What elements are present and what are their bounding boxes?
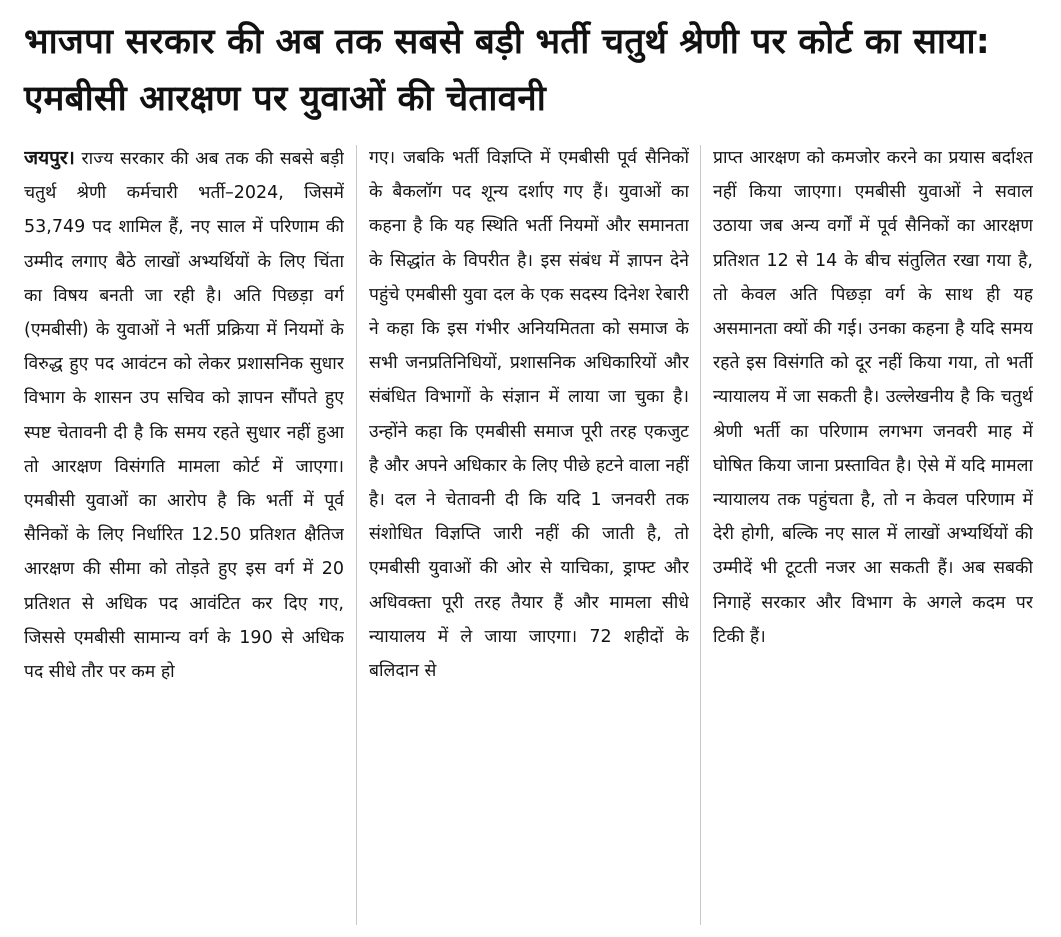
column-3-text: प्राप्त आरक्षण को कमजोर करने का प्रयास बर्दाश्त नहीं किया जाएगा। एमबीसी युवाओं ने सवाल उठाया जब अन्य वर्गों में पूर्व सैनिकों का आरक्षण प्रतिशत 12 से 14 के बीच संतुलित रखा गया है, तो केवल अति पिछड़ा वर्ग के साथ ही यह असमानता क्यों की गई। उनका कहना है यदि समय रहते इस विसंगति को दूर नहीं किया गया, तो भर्ती न्यायालय में जा सकती है। उल्लेखनीय है कि चतुर्थ श्रेणी भर्ती का परिणाम लगभग जनवरी माह में घोषित किया जाना प्रस्तावित है। ऐसे में यदि मामला न्यायालय तक पहुंचता है, तो न केवल परिणाम में देरी होगी, बल्कि नए साल में लाखों अभ्यर्थियों की उम्मीदें भी टूटती नजर आ सकती हैं। अब सबकी निगाहें सरकार और विभाग के अगले कदम पर टिकी हैं।: [713, 148, 1033, 647]
column-1-paragraph: [24, 141, 344, 689]
dateline: जयपुर।: [24, 147, 75, 169]
article-column-3: [713, 141, 1033, 931]
article-column-1: [24, 141, 344, 931]
article-body: [24, 141, 1034, 931]
column-2-text: गए। जबकि भर्ती विज्ञप्ति में एमबीसी पूर्व सैनिकों के बैकलॉग पद शून्य दर्शाए गए हैं। युवाओं का कहना है कि यह स्थिति भर्ती नियमों और समानता के सिद्धांत के विपरीत है। इस संबंध में ज्ञापन देने पहुंचे एमबीसी युवा दल के एक सदस्य दिनेश रेबारी ने कहा कि इस गंभीर अनियमितता को समाज के सभी जनप्रतिनिधियों, प्रशासनिक अधिकारियों और संबंधित विभागों के संज्ञान में लाया जा चुका है। उन्होंने कहा कि एमबीसी समाज पूरी तरह एकजुट है और अपने अधिकार के लिए पीछे हटने वाला नहीं है। दल ने चेतावनी दी कि यदि 1 जनवरी तक संशोधित विज्ञप्ति जारी नहीं की जाती है, तो एमबीसी युवाओं की ओर से याचिका, ड्राफ्ट और अधिवक्ता पूरी तरह तैयार हैं और मामला सीधे न्यायालय में ले जाया जाएगा। 72 शहीदों के बलिदान से: [369, 148, 689, 682]
column-divider: [700, 145, 701, 925]
article-column-2: [369, 141, 689, 931]
article-headline: भाजपा सरकार की अब तक सबसे बड़ी भर्ती चतुर्थ श्रेणी पर कोर्ट का साया: एमबीसी आरक्षण पर युवाओं की चेतावनी: [24, 22, 990, 119]
column-divider: [356, 145, 357, 925]
column-1-text: राज्य सरकार की अब तक की सबसे बड़ी चतुर्थ श्रेणी कर्मचारी भर्ती–2024, जिसमें 53,749 पद शामिल हैं, नए साल में परिणाम की उम्मीद लगाए बैठे लाखों अभ्यर्थियों के लिए चिंता का विषय बनती जा रही है। अति पिछड़ा वर्ग (एमबीसी) के युवाओं ने भर्ती प्रक्रिया में नियमों के विरुद्ध हुए पद आवंटन को लेकर प्रशासनिक सुधार विभाग के शासन उप सचिव को ज्ञापन सौंपते हुए स्पष्ट चेतावनी दी है कि समय रहते सुधार नहीं हुआ तो आरक्षण विसंगति मामला कोर्ट में जाएगा। एमबीसी युवाओं का आरोप है कि भर्ती में पूर्व सैनिकों के लिए निर्धारित 12.50 प्रतिशत क्षैतिज आरक्षण की सीमा को तोड़ते हुए इस वर्ग में 20 प्रतिशत से अधिक पद आवंटित कर दिए गए, जिससे एमबीसी सामान्य वर्ग के 190 से अधिक पद सीधे तौर पर कम हो: [24, 149, 344, 683]
